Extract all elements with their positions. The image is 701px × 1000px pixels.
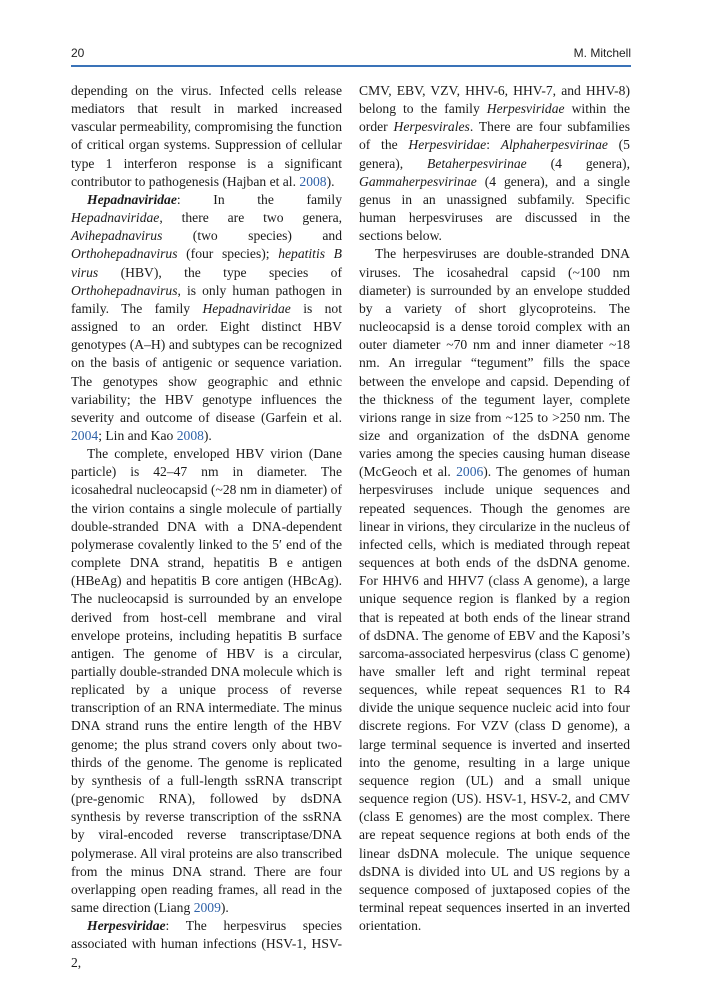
running-header [71,46,631,66]
paragraph-continuation: depending on the virus. Infected cells release mediators that result in marked increased vascular permeability, compromising the function of critical organ systems. Suppression of cellular type 1 interferon response is a significant contributor to pathogenesis (Hajban et al. 2008). [71,83,342,189]
section-heading-herpesviridae: Herpesviridae [87,918,166,934]
page-number: 20 [71,46,85,60]
citation-link[interactable]: 2008 [176,427,204,443]
section-heading-hepadnaviridae: Hepadnaviridae [87,191,177,207]
paragraph-hepadnaviridae: Hepadnaviridae: In the family Hepadnaviridae, there are two genera, Avihepadnavirus (two species) and Orthohepadnavirus (four species); hepatitis B virus (HBV), the type species of Orthohepadnavirus, is only human pathogen in family. The family Hepadnaviridae is not assigned to an order. Eight distinct HBV genotypes (A–H) and subtypes can be recognized on the basis of antigenic or sequence variation. The genotypes show geographic and ethnic variability; the HBV genotype influences the severity and outcome of disease (Garfein et al. 2004; Lin and Kao 2008). [71,191,342,443]
running-author: M. Mitchell [573,46,631,60]
citation-link[interactable]: 2008 [299,173,327,189]
left-column [71,82,342,972]
paragraph-hbv-virion: The complete, enveloped HBV virion (Dane particle) is 42–47 nm in diameter. The icosahedral nucleocapsid (~28 nm in diameter) of the virion contains a single molecule of partially double-stranded DNA with a DNA-dependent polymerase covalently linked to the 5′ end of the complete DNA strand, hepatitis B e antigen (HBeAg) and hepatitis B core antigen (HBcAg). The nucleocapsid is surrounded by an envelope derived from host-cell membrane and viral envelope proteins, including hepatitis B surface antigen. The genome of HBV is a circular, partially double-stranded DNA molecule which is replicated by a unique process of reverse transcription of an RNA intermediate. The minus DNA strand runs the entire length of the HBV genome; the plus strand covers only about two-thirds of the genome. The genome is replicated by synthesis of a full-length ssRNA transcript (pre-genomic RNA), followed by dsDNA synthesis by reverse transcription of the ssRNA by viral-encoded reverse transcriptase/DNA polymerase. All viral proteins are also transcribed from the minus DNA strand. There are four overlapping open reading frames, all read in the same direction (Liang 2009). [71,446,342,916]
citation-link[interactable]: 2006 [456,464,484,480]
paragraph-herpesviridae: Herpesviridae: The herpesvirus species associated with human infections (HSV-1, HSV-2, [71,918,342,970]
right-column [359,82,630,935]
header-rule [71,65,631,67]
citation-link[interactable]: 2004 [71,427,99,443]
citation-link[interactable]: 2009 [193,900,221,916]
paragraph-continuation: CMV, EBV, VZV, HHV-6, HHV-7, and HHV-8) belong to the family Herpesviridae within the order Herpesvirales. There are four subfamilies of the Herpesviridae: Alphaherpesvirinae (5 genera), Betaherpesvirinae (4 genera), Gammaherpesvirinae (4 genera), and a single genus in an unassigned subfamily. Specific human herpesviruses are discussed in the sections below. [359,83,630,244]
paragraph-herpesvirus-structure: The herpesviruses are double-stranded DNA viruses. The icosahedral capsid (~100 nm diameter) is surrounded by an envelope studded by a variety of short glycoproteins. The nucleocapsid is a dense toroid complex with an outer diameter ~70 nm and inner diameter ~18 nm. An irregular “tegument” fills the space between the envelope and capsid. Depending of the thickness of the tegument layer, complete virions range in size from ~125 to >250 nm. The size and organization of the dsDNA genome varies among the species causing human disease (McGeoch et al. 2006). The genomes of human herpesviruses include unique sequences and repeated sequences. Though the genomes are linear in virions, they circularize in the nucleus of infected cells, which is mediated through repeat sequences at both ends of the dsDNA genome. For HHV6 and HHV7 (class A genome), a large unique sequence region is flanked by a region that is repeated at both ends of the linear strand of dsDNA. The genome of EBV and the Kaposi’s sarcoma-associated herpesvirus (class C genome) have smaller left and right terminal repeat sequences, while repeat sequences R1 to R4 divide the unique sequence nucleic acid into four discrete regions. For VZV (class D genome), a large terminal sequence is inverted and inserted into the genome, resulting in a large unique sequence region (UL) and a small unique sequence region (US). HSV-1, HSV-2, and CMV (class E genomes) are the most complex. There are repeat sequence regions at both ends of the linear dsDNA molecule. The unique sequence dsDNA is divided into UL and US regions by a sequence composed of juxtaposed copies of the terminal repeat sequences inserted in an inverted orientation. [359,246,630,934]
